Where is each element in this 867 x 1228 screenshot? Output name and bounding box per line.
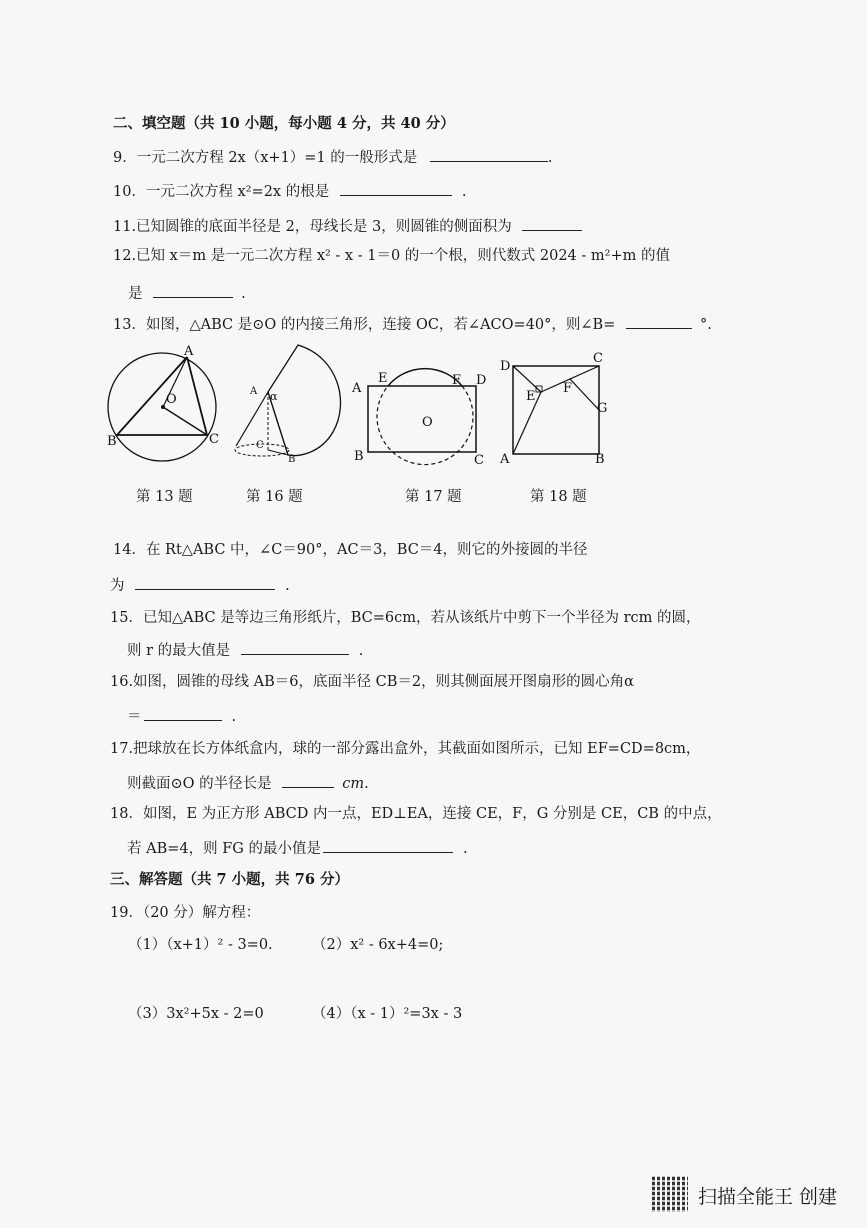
figure-13	[105, 345, 225, 470]
question-17-prefix: 则截面⊙O 的半径长是	[127, 776, 272, 792]
question-14-end: .	[285, 578, 290, 594]
question-9	[113, 147, 553, 167]
scanner-watermark	[652, 1176, 852, 1216]
question-12-prefix: 是	[128, 286, 143, 302]
question-9-text: 9．一元二次方程 2x（x+1）=1 的一般形式是	[113, 150, 418, 166]
fig18-label: F	[563, 381, 573, 396]
question-11-text: 11.已知圆锥的底面半径是 2，母线长是 3，则圆锥的侧面积为	[113, 219, 512, 235]
question-13	[113, 314, 712, 334]
fig18-label: D	[500, 359, 511, 374]
fig18-label: G	[597, 401, 608, 416]
question-19-part-1: （1）（x+1）² - 3=0.	[128, 937, 273, 953]
fig16-label: B	[288, 454, 296, 465]
fig17-label: O	[422, 415, 433, 430]
fig13-label: O	[166, 392, 177, 407]
answer-blank-16[interactable]	[144, 706, 222, 721]
question-16-end: .	[231, 709, 237, 725]
question-15-end: .	[358, 643, 364, 659]
fig18-fg	[570, 379, 599, 410]
fig18-label: A	[500, 452, 510, 467]
answer-blank-10[interactable]	[340, 181, 452, 196]
fig17-label: F	[452, 373, 462, 388]
fig17-label: C	[474, 453, 484, 468]
fig17-label: B	[354, 449, 364, 464]
fig17-label: E	[378, 371, 388, 386]
question-15-line2	[127, 640, 363, 660]
figure-16	[228, 342, 358, 472]
figure-17	[350, 360, 495, 470]
question-18-prefix: 若 AB=4，则 FG 的最小值是	[127, 841, 321, 857]
answer-blank-13[interactable]	[626, 314, 692, 329]
section-title-fill-in: 二、填空题（共 10 小题，每小题 4 分，共 40 分）	[113, 115, 455, 132]
fig18-label: E	[526, 389, 536, 404]
question-17-line2	[127, 773, 369, 793]
answer-blank-18[interactable]	[323, 838, 453, 853]
figure-18	[497, 348, 622, 468]
qr-code-icon	[652, 1176, 688, 1212]
fig13-triangle	[117, 357, 207, 435]
answer-blank-14[interactable]	[135, 575, 275, 590]
answer-blank-9[interactable]	[430, 147, 548, 162]
question-13-text: 13．如图，△ABC 是⊙O 的内接三角形，连接 OC，若∠ACO=40°，则∠B=	[113, 317, 616, 333]
fig17-label: D	[476, 373, 487, 388]
question-17-end: cm.	[342, 776, 369, 792]
figure-caption: 第 16 题	[246, 489, 303, 505]
figure-caption: 第 18 题	[530, 489, 587, 505]
answer-blank-15[interactable]	[241, 640, 349, 655]
question-18: 18．如图，E 为正方形 ABCD 内一点，ED⊥EA，连接 CE，F，G 分别是 CE，CB 的中点，	[110, 806, 722, 822]
question-12-line2	[128, 283, 246, 303]
answer-blank-11[interactable]	[522, 216, 582, 231]
question-16: 16.如图，圆锥的母线 AB＝6，底面半径 CB＝2，则其侧面展开图扇形的圆心角α	[110, 674, 634, 690]
answer-blank-12[interactable]	[153, 283, 233, 298]
question-13-end: °.	[699, 317, 712, 333]
question-15-prefix: 则 r 的最大值是	[127, 643, 231, 659]
figure-caption: 第 17 题	[405, 489, 462, 505]
answer-blank-17[interactable]	[282, 773, 334, 788]
fig16-generatrix-left	[236, 392, 268, 446]
fig13-label: B	[107, 434, 117, 449]
fig16-label: α	[270, 390, 278, 403]
question-14: 14．在 Rt△ABC 中，∠C＝90°，AC＝3，BC＝4，则它的外接圆的半径	[113, 542, 588, 558]
fig17-label: A	[352, 381, 362, 396]
question-16-prefix: ＝	[127, 709, 142, 725]
question-11	[113, 216, 582, 236]
question-12-end: .	[241, 286, 246, 302]
question-10-end: .	[461, 184, 467, 200]
figure-caption: 第 13 题	[136, 489, 193, 505]
question-19: 19．（20 分）解方程：	[110, 905, 261, 921]
fig13-center	[161, 405, 165, 409]
question-9-end: .	[547, 150, 553, 166]
question-10-text: 10．一元二次方程 x²=2x 的根是	[113, 184, 330, 200]
question-14-line2	[110, 575, 290, 595]
question-12: 12.已知 x＝m 是一元二次方程 x² - x - 1＝0 的一个根，则代数式 2024 - m²+m 的值	[113, 248, 670, 264]
fig13-label: C	[209, 432, 219, 447]
fig16-label: A	[250, 386, 258, 397]
fig18-label: C	[593, 351, 603, 366]
section-title-solutions: 三、解答题（共 7 小题，共 76 分）	[110, 871, 349, 888]
question-14-prefix: 为	[110, 578, 125, 594]
fig16-sector	[268, 345, 340, 456]
fig18-square	[513, 366, 599, 454]
question-18-end: .	[462, 841, 468, 857]
question-10	[113, 181, 466, 201]
fig13-label: A	[184, 344, 194, 359]
question-16-line2	[127, 706, 236, 726]
question-15: 15．已知△ABC 是等边三角形纸片，BC=6cm，若从该纸片中剪下一个半径为 rcm 的圆，	[110, 610, 701, 626]
fig17-arc-top	[388, 369, 462, 386]
question-19-part-3: （3）3x²+5x - 2=0	[128, 1006, 264, 1022]
question-18-line2	[127, 838, 468, 858]
question-19-part-2: （2）x² - 6x+4=0;	[312, 937, 444, 953]
scanner-brand-text: 扫描全能王 创建	[698, 1186, 838, 1208]
question-17: 17.把球放在长方体纸盒内，球的一部分露出盒外，其截面如图所示，已知 EF=CD=8cm，	[110, 741, 701, 757]
fig18-label: B	[595, 452, 605, 467]
fig16-radius	[268, 450, 288, 455]
fig16-label: C	[256, 440, 264, 451]
question-19-part-4: （4）（x - 1）²=3x - 3	[312, 1006, 463, 1022]
